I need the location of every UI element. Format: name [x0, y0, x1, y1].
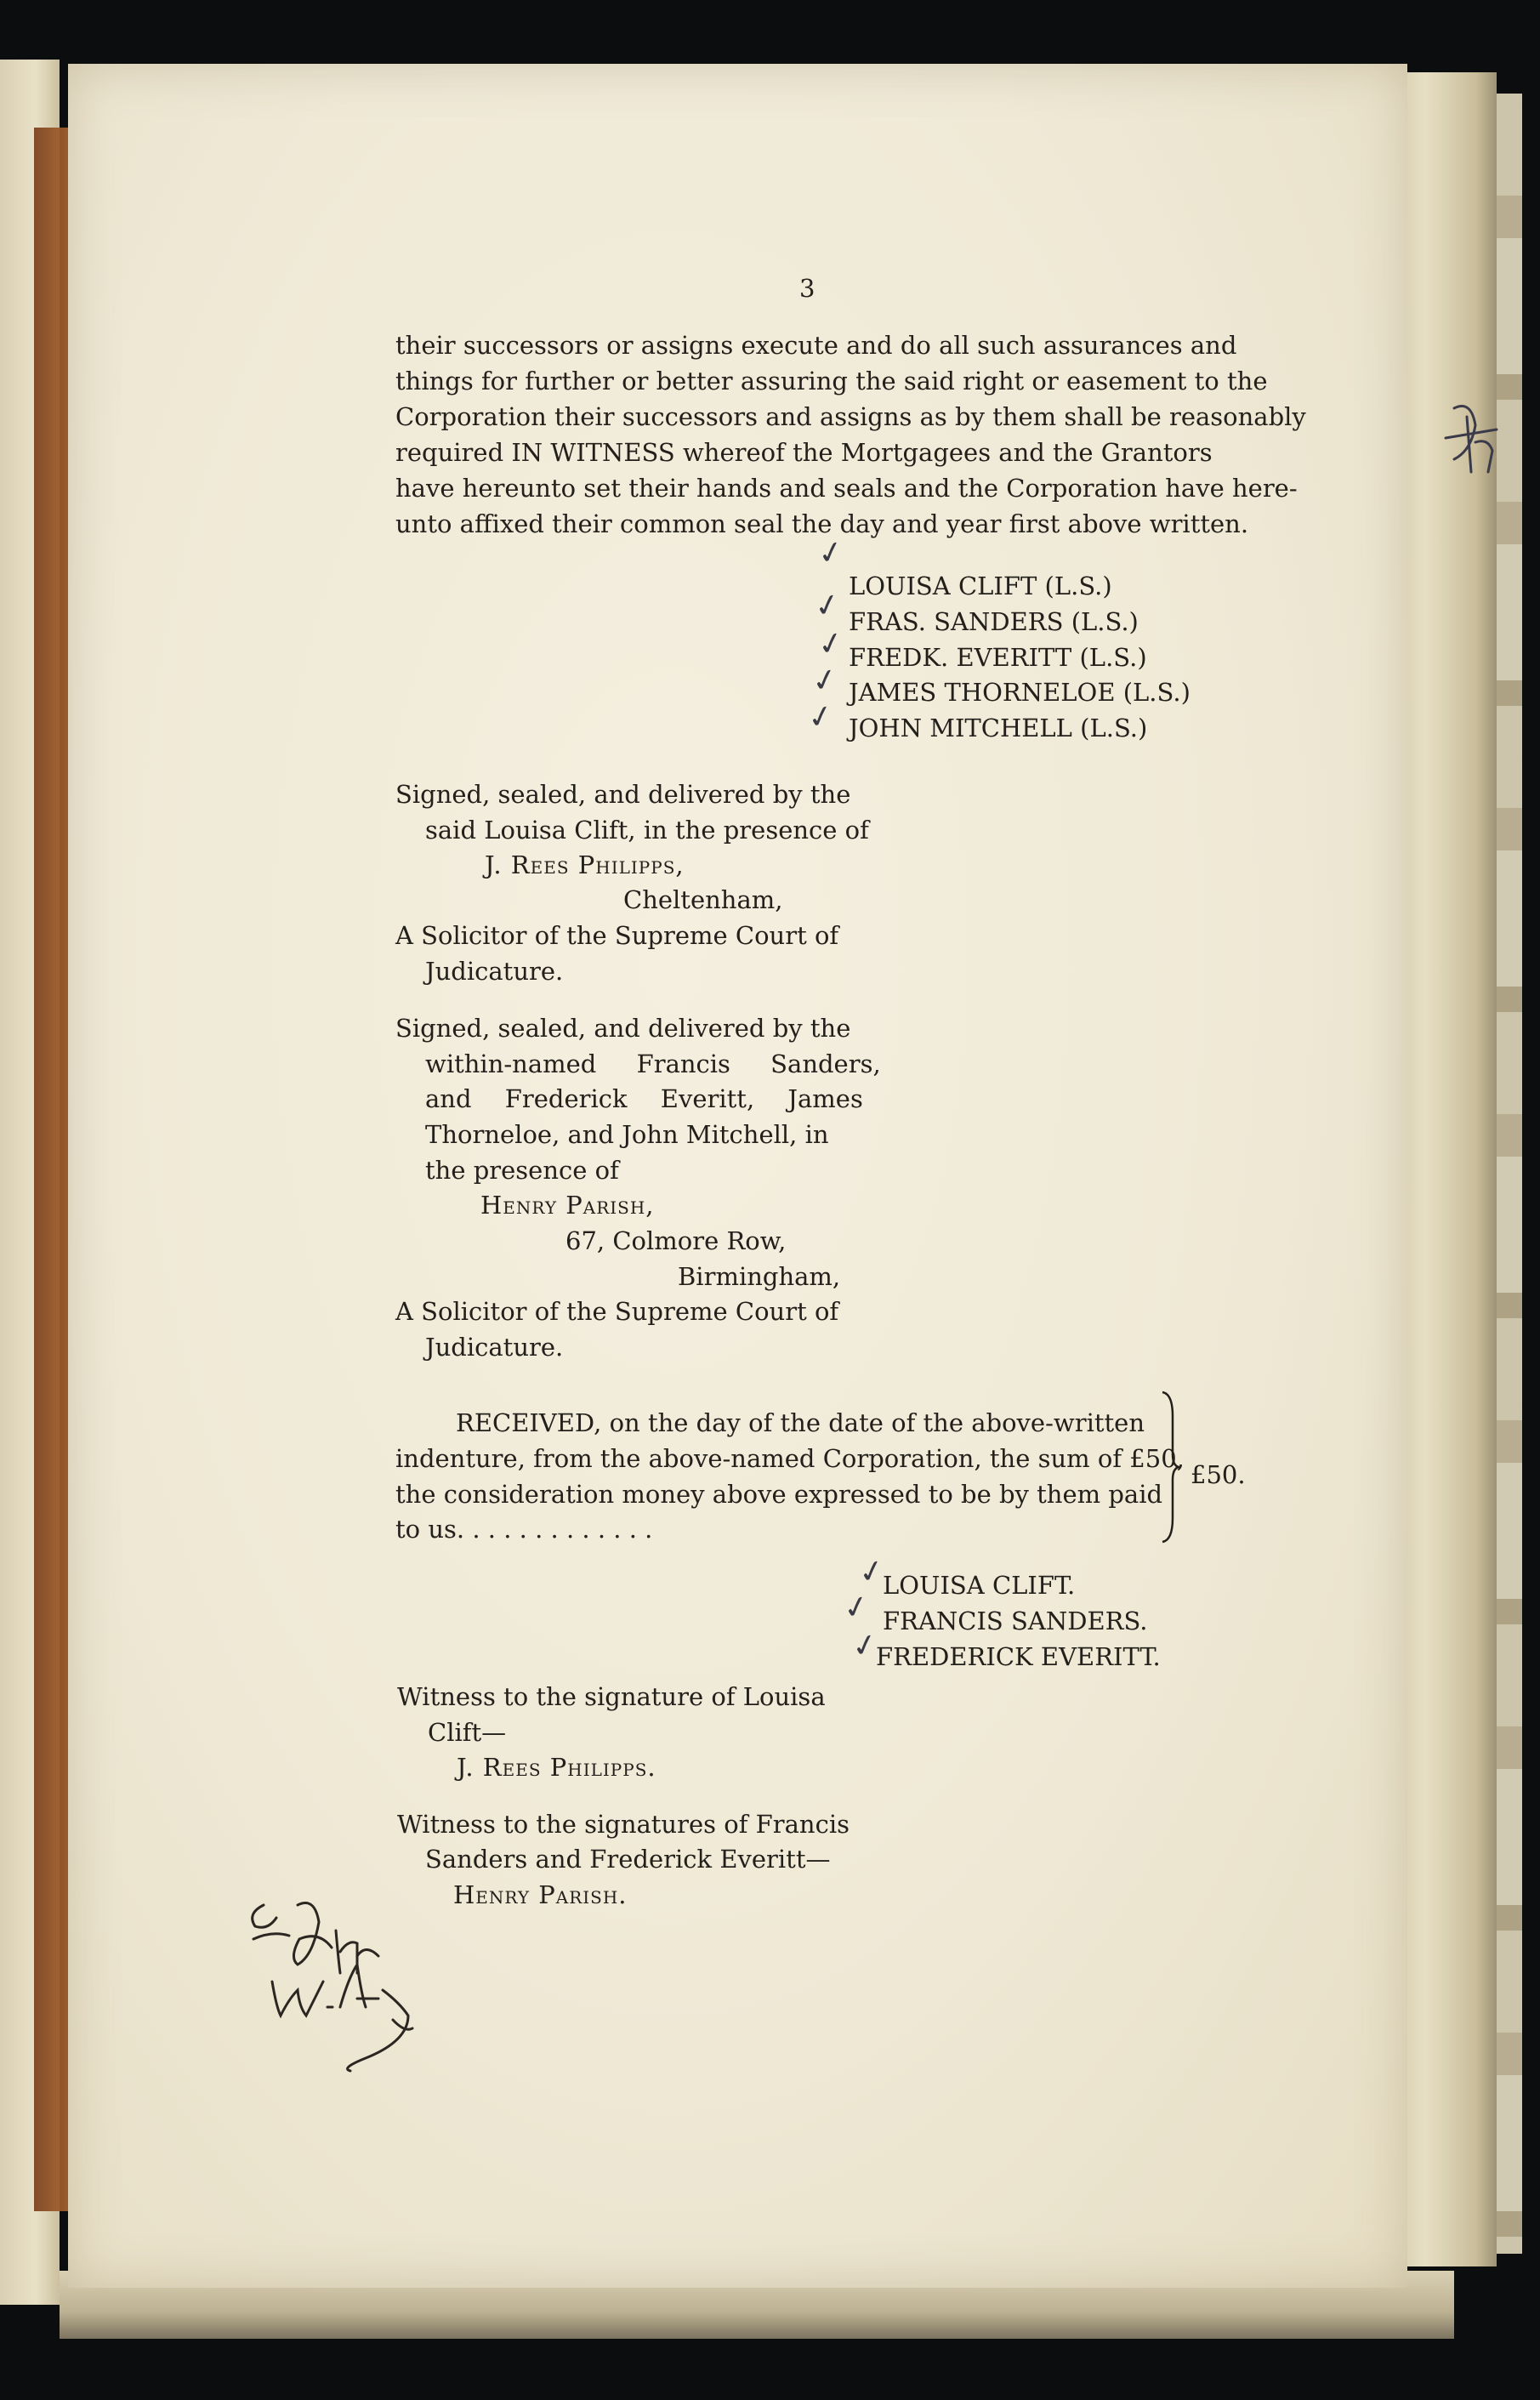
attestation-line: said Louisa Clift, in the presence of — [425, 816, 869, 845]
witness-line: Sanders and Frederick Everitt— — [425, 1845, 831, 1874]
attestation-witness: J. Rees Philipps, — [485, 850, 685, 879]
attestation-line: Birmingham, — [678, 1262, 841, 1291]
receipt-amount: £50. — [1191, 1460, 1246, 1489]
attestation-line: Judicature. — [425, 957, 564, 986]
receipt-line: to us. . . . . . . . . . . . . — [395, 1515, 653, 1544]
attestation-line: Signed, sealed, and delivered by the — [395, 780, 851, 809]
attestation-witness: Henry Parish, — [480, 1191, 655, 1220]
attestation-line: Cheltenham, — [623, 885, 783, 914]
check-mark-icon: ✓ — [849, 1626, 882, 1666]
handwritten-initials — [238, 1880, 434, 2092]
body-line: things for further or better assuring the said right or easement to the — [395, 367, 1268, 395]
witness-name: Henry Parish. — [453, 1880, 628, 1909]
attestation-line: 67, Colmore Row, — [565, 1226, 787, 1255]
attestation-line: Thorneloe, and John Mitchell, in — [425, 1120, 829, 1149]
attestation-line: Judicature. — [425, 1333, 564, 1362]
witness-line: Witness to the signatures of Francis — [397, 1810, 850, 1839]
attestation-line: the presence of — [425, 1156, 619, 1185]
signatory: JAMES THORNELOE (L.S.) — [849, 678, 1191, 707]
attestation-line: Signed, sealed, and delivered by the — [395, 1014, 851, 1043]
check-mark-icon: ✓ — [840, 1588, 873, 1628]
attestation-line: A Solicitor of the Supreme Court of — [395, 1297, 839, 1326]
body-line: their successors or assigns execute and do all such assurances and — [395, 331, 1237, 360]
check-mark-icon: ✓ — [855, 1552, 889, 1592]
attestation-line: and Frederick Everitt, James — [425, 1084, 863, 1113]
attestation-line: A Solicitor of the Supreme Court of — [395, 921, 839, 950]
receipt-signatory: LOUISA CLIFT. — [883, 1571, 1076, 1600]
body-line: unto affixed their common seal the day and year first above written. — [395, 509, 1249, 538]
witness-name: J. Rees Philipps. — [457, 1753, 656, 1782]
signatory: LOUISA CLIFT (L.S.) — [849, 572, 1112, 600]
receipt-line: the consideration money above expressed to be by them paid — [395, 1480, 1163, 1509]
check-mark-icon: ✓ — [809, 661, 842, 701]
witness-line: Witness to the signature of Louisa — [397, 1682, 826, 1711]
brace-icon — [1161, 1391, 1179, 1544]
attestation-line: within-named Francis Sanders, — [425, 1049, 881, 1078]
margin-handwriting — [1437, 391, 1505, 485]
signatory: JOHN MITCHELL (L.S.) — [849, 714, 1148, 742]
signatory: FREDK. EVERITT (L.S.) — [849, 643, 1147, 672]
body-line: required IN WITNESS whereof the Mortgagees and the Grantors — [395, 438, 1213, 467]
witness-line: Clift— — [428, 1718, 507, 1747]
body-line: Corporation their successors and assigns as by them shall be reasonably — [395, 402, 1306, 431]
check-mark-icon: ✓ — [811, 586, 844, 626]
receipt-signatory: FRANCIS SANDERS. — [883, 1607, 1148, 1635]
receipt-signatory: FREDERICK EVERITT. — [876, 1642, 1161, 1671]
check-mark-icon: ✓ — [815, 624, 848, 664]
body-line: have hereunto set their hands and seals and the Corporation have here- — [395, 474, 1298, 503]
receipt-line: RECEIVED, on the day of the date of the above-written — [456, 1408, 1145, 1437]
page-number: 3 — [799, 274, 815, 303]
signatory: FRAS. SANDERS (L.S.) — [849, 607, 1139, 636]
receipt-line: indenture, from the above-named Corporation, the sum of £50, — [395, 1444, 1185, 1473]
check-mark-icon: ✓ — [815, 533, 848, 573]
check-mark-icon: ✓ — [804, 697, 838, 737]
